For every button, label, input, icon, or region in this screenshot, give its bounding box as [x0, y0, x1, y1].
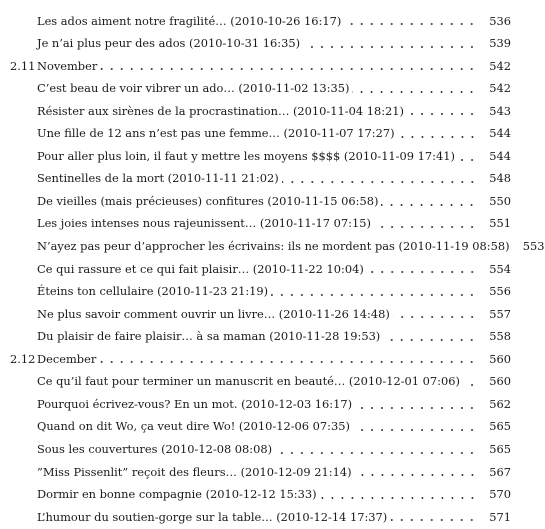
toc-entry-title: L’humour du soutien-gorge sur la table… (2010-12-14 17:37): [37, 512, 390, 523]
toc-section-number: 2.12: [10, 351, 36, 366]
dot-leader: [100, 63, 479, 75]
toc-entry[interactable]: [0, 10, 531, 33]
toc-page-number: 558: [489, 329, 511, 344]
toc-entry-title: Ce qui rassure et ce qui fait plaisir… (2010-11-22 10:04): [37, 264, 367, 275]
toc-entry[interactable]: [0, 371, 531, 394]
toc-entry[interactable]: [0, 145, 531, 168]
toc-entry[interactable]: [0, 303, 531, 326]
toc-section[interactable]: [0, 348, 531, 371]
toc-section-title: November: [37, 61, 100, 72]
toc-entry[interactable]: [0, 506, 531, 529]
toc-page-number: 544: [489, 126, 511, 141]
toc-section[interactable]: [0, 55, 531, 78]
toc-section-number: 2.11: [10, 58, 36, 73]
toc-entry[interactable]: [0, 258, 531, 281]
toc-entry-title: Les ados aiment notre fragilité… (2010-10-26 16:17): [37, 16, 344, 27]
toc-entry-title: N’ayez pas peur d’approcher les écrivains: ils ne mordent pas (2010-11-19 08:58): [37, 241, 513, 252]
toc-page-number: 560: [489, 351, 511, 366]
toc-page-number: 554: [489, 261, 511, 276]
toc-entry[interactable]: [0, 461, 531, 484]
toc-page-number: 536: [489, 13, 511, 28]
dot-leader: [275, 447, 479, 459]
dot-leader: [390, 514, 479, 526]
toc-entry-title: Quand on dit Wo, ça veut dire Wo! (2010-12-06 07:35): [37, 421, 353, 432]
toc-page-number: 548: [489, 171, 511, 186]
toc-entry[interactable]: [0, 235, 545, 258]
toc-page-number: 557: [489, 306, 511, 321]
toc-page-number: 550: [489, 193, 511, 208]
dot-leader: [367, 266, 479, 278]
dot-leader: [320, 492, 479, 504]
toc-entry-title: ”Miss Pissenlit” reçoit des fleurs… (2010-12-09 21:14): [37, 467, 355, 478]
toc-page-number: 567: [489, 464, 511, 479]
toc-page-number: 542: [489, 81, 511, 96]
dot-leader: [383, 334, 479, 346]
dot-leader: [463, 379, 479, 391]
dot-leader: [355, 469, 479, 481]
toc-page-number: 560: [489, 374, 511, 389]
toc-entry-title: Pourquoi écrivez-vous? En un mot. (2010-12-03 16:17): [37, 399, 355, 410]
toc-entry-title: Du plaisir de faire plaisir… à sa maman (2010-11-28 19:53): [37, 331, 383, 342]
toc-entry-title: Pour aller plus loin, il faut y mettre les moyens $$$$ (2010-11-09 17:41): [37, 151, 458, 162]
toc-entry[interactable]: [0, 213, 531, 236]
toc-page-number: 565: [489, 419, 511, 434]
dot-leader: [271, 289, 479, 301]
toc-page-number: 553: [522, 239, 545, 254]
toc-entry[interactable]: [0, 438, 531, 461]
table-of-contents: [0, 10, 545, 529]
toc-entry-title: Dormir en bonne compagnie (2010-12-12 15:33): [37, 489, 320, 500]
toc-entry[interactable]: [0, 393, 531, 416]
toc-page-number: 565: [489, 441, 511, 456]
toc-entry-title: Éteins ton cellulaire (2010-11-23 21:19): [37, 286, 271, 297]
dot-leader: [398, 131, 479, 143]
toc-entry-title: Résister aux sirènes de la procrastination… (2010-11-04 18:21): [37, 106, 407, 117]
toc-entry[interactable]: [0, 281, 531, 304]
toc-page-number: 570: [489, 487, 511, 502]
toc-entry-title: De vieilles (mais précieuses) confitures (2010-11-15 06:58): [37, 196, 381, 207]
dot-leader: [99, 356, 479, 368]
toc-entry[interactable]: [0, 326, 531, 349]
toc-page-number: 542: [489, 58, 511, 73]
dot-leader: [381, 199, 479, 211]
dot-leader: [303, 41, 479, 53]
toc-entry[interactable]: [0, 123, 531, 146]
toc-entry-title: Les joies intenses nous rajeunissent… (2010-11-17 07:15): [37, 218, 374, 229]
dot-leader: [374, 221, 479, 233]
toc-entry-title: Je n’ai plus peur des ados (2010-10-31 16:35): [37, 38, 303, 49]
toc-page-number: 544: [489, 148, 511, 163]
toc-entry-title: Ce qu’il faut pour terminer un manuscrit en beauté… (2010-12-01 07:06): [37, 376, 463, 387]
toc-entry-title: Une fille de 12 ans n’est pas une femme… (2010-11-07 17:27): [37, 128, 398, 139]
toc-entry[interactable]: [0, 100, 531, 123]
toc-entry[interactable]: [0, 483, 531, 506]
dot-leader: [407, 108, 479, 120]
toc-entry-title: Sentinelles de la mort (2010-11-11 21:02): [37, 173, 282, 184]
dot-leader: [393, 311, 479, 323]
toc-entry[interactable]: [0, 190, 531, 213]
toc-entry-title: C’est beau de voir vibrer un ado… (2010-11-02 13:35): [37, 83, 352, 94]
toc-page-number: 543: [489, 103, 511, 118]
toc-page-number: 562: [489, 396, 511, 411]
toc-section-title: December: [37, 354, 99, 365]
toc-entry-title: Ne plus savoir comment ouvrir un livre… (2010-11-26 14:48): [37, 309, 393, 320]
toc-entry-title: Sous les couvertures (2010-12-08 08:08): [37, 444, 275, 455]
toc-page-number: 571: [489, 509, 511, 524]
dot-leader: [282, 176, 479, 188]
dot-leader: [353, 424, 479, 436]
toc-entry[interactable]: [0, 33, 531, 56]
dot-leader: [458, 154, 479, 166]
toc-entry[interactable]: [0, 78, 531, 101]
dot-leader: [355, 402, 479, 414]
dot-leader: [344, 18, 479, 30]
toc-page-number: 551: [489, 216, 511, 231]
toc-entry[interactable]: [0, 416, 531, 439]
dot-leader: [352, 86, 479, 98]
toc-page-number: 556: [489, 284, 511, 299]
toc-page-number: 539: [489, 36, 511, 51]
toc-entry[interactable]: [0, 168, 531, 191]
